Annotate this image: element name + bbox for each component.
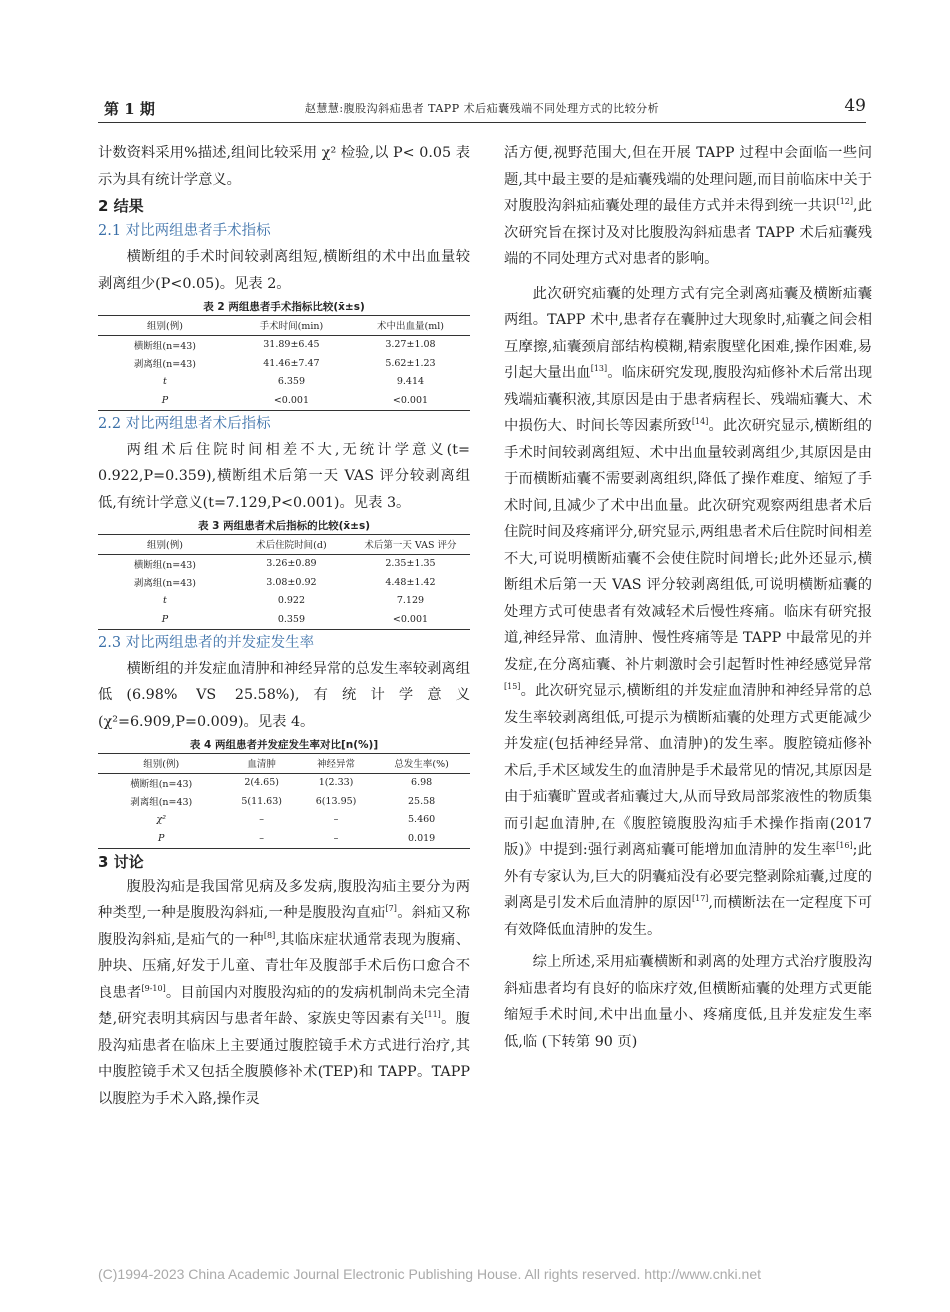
text-run: 。此次研究显示,横断组的并发症血清肿和神经异常的总发生率较剥离组低,可提示为横断疝囊的处理方式更能减少并发症(包括神经异常、血清肿)的发生率。腹腔镜疝修补术后,手术区域发生的血清肿是手术最常见的情况,其原因是由于疝囊旷置或者疝囊过大,从而导致局部浆液性的物质集而引起血清肿,在《腹腔镜腹股沟疝手术操作指南(2017 版)》中提到:强行剥离疝囊可能增加血清肿的发生率 (504, 683, 872, 858)
table-cell: t (163, 376, 167, 388)
table-4 (98, 753, 470, 849)
table-3-caption: 表 3 两组患者术后指标的比较(x̄±s) (197, 520, 371, 532)
discussion-paragraph-1 (98, 874, 470, 1113)
table-cell: – (259, 814, 265, 826)
table-row (98, 373, 470, 392)
table-header-cell: 组别(例) (98, 754, 224, 774)
citation-ref: [11] (424, 1010, 441, 1020)
text-run: 。临床研究发现,腹股沟疝修补术后常出现残端疝囊积液,其原因是由于患者病程长、残端疝囊大、术中损伤大、时间长等因素所致 (504, 365, 872, 434)
table-row (98, 354, 470, 373)
citation-ref: [9-10] (141, 983, 166, 993)
table-2 (98, 315, 470, 411)
table-header-cell: 术中出血量(ml) (351, 316, 470, 336)
issue-label: 第 1 期 (104, 100, 155, 118)
citation-ref: [14] (691, 417, 709, 427)
table-cell: 25.58 (408, 795, 436, 807)
table-header-cell: 组别(例) (98, 316, 232, 336)
table-cell: 41.46±7.47 (263, 357, 320, 369)
table-cell: 7.129 (396, 595, 425, 607)
right-column (504, 140, 872, 1055)
citation-ref: [7] (385, 904, 397, 914)
discussion-heading: 3 讨论 (98, 852, 144, 871)
table-cell: 0.922 (277, 595, 306, 607)
methods-text: 计数资料采用%描述,组间比较采用 χ² 检验,以 P< 0.05 表示为具有统计学意义。 (98, 145, 470, 188)
text-run: ;此外有专家认为,巨大的阴囊疝没有必要完整剥除疝囊,过度的剥离是引发术后血清肿的原因 (504, 842, 872, 911)
copyright-footer: (C)1994-2023 China Academic Journal Electronic Publishing House. All rights reserved. http://www.cnki.net (98, 1266, 761, 1282)
table-row (98, 792, 470, 811)
text-run: ,而横断法在一定程度下可有效降低血清肿的发生。 (504, 895, 873, 938)
table-header-cell: 手术时间(min) (232, 316, 351, 336)
section-2-1-text: 横断组的手术时间较剥离组短,横断组的术中出血量较剥离组少(P<0.05)。见表 2。 (98, 249, 470, 292)
table-row (98, 610, 470, 629)
table-cell: 2(4.65) (244, 777, 279, 789)
text-run: 活方便,视野范围大,但在开展 TAPP 过程中会面临一些问题,其中最主要的是疝囊残端的处理问题,而目前临床中关于对腹股沟斜疝疝囊处理的最佳方式并未得到统一共识 (504, 145, 872, 214)
table-cell: P (98, 391, 232, 410)
table-cell: 6.98 (411, 777, 433, 789)
section-2-3-text: 横断组的并发症血清肿和神经异常的总发生率较剥离组低(6.98% VS 25.58%),有统计学意义(χ²=6.909,P=0.009)。见表 4。 (98, 660, 470, 730)
results-heading: 2 结果 (98, 197, 144, 215)
table-2-caption: 表 2 两组患者手术指标比较(x̄±s) (203, 301, 365, 313)
table-row (98, 573, 470, 592)
conclusion-paragraph: 综上所述,采用疝囊横断和剥离的处理方式治疗腹股沟斜疝患者均有良好的临床疗效,但横断疝囊的处理方式更能缩短手术时间,术中出血量小、疼痛度低,且并发症发生率低,临 (下转第 90 页) (504, 954, 872, 1050)
citation-ref: [8] (263, 930, 276, 940)
table-row (98, 829, 470, 848)
table-cell: – (333, 814, 339, 826)
table-cell: 横断组(n=43) (133, 559, 196, 571)
table-4-caption: 表 4 两组患者并发症发生率对比[n(%)] (189, 739, 379, 751)
table-row (98, 554, 470, 573)
table-row (98, 773, 470, 792)
table-cell: 5.460 (408, 814, 436, 826)
running-header (98, 96, 866, 123)
page-number: 49 (844, 96, 866, 116)
citation-ref: [17] (691, 894, 709, 904)
table-cell: 9.414 (396, 376, 425, 388)
citation-ref: [16] (836, 841, 853, 851)
section-2-3-heading: 2.3 对比两组患者的并发症发生率 (98, 634, 315, 651)
table-cell: 3.26±0.89 (266, 558, 317, 570)
table-header-cell: 总发生率(%) (373, 754, 470, 774)
table-cell: – (299, 829, 373, 848)
table-header-cell: 神经异常 (299, 754, 373, 774)
table-cell: <0.001 (232, 391, 351, 410)
citation-ref: [13] (590, 364, 608, 374)
table-cell: – (224, 829, 298, 848)
section-2-2-heading: 2.2 对比两组患者术后指标 (98, 415, 271, 432)
table-cell: 4.48±1.42 (385, 576, 436, 588)
text-run: 此次研究疝囊的处理方式有完全剥离疝囊及横断疝囊两组。TAPP 术中,患者存在囊肿过大现象时,疝囊之间会相互摩擦,疝囊颈肩部结构模糊,精索腹壁化困难,操作困难,易引起大量出血 (504, 285, 872, 381)
table-cell: χ² (156, 814, 167, 826)
citation-ref: [15] (504, 682, 521, 692)
table-cell: <0.001 (351, 391, 470, 410)
citation-ref: [12] (836, 197, 853, 207)
table-row (98, 335, 470, 354)
table-header-cell: 术后第一天 VAS 评分 (351, 535, 470, 555)
text-run: 。目前国内对腹股沟疝的的发病机制尚未完全清楚,研究表明其病因与患者年龄、家族史等因素有关 (98, 984, 471, 1027)
text-run: 。此次研究显示,横断组的手术时间较剥离组短、术中出血量较剥离组少,其原因是由于而横断疝囊不需要剥离组织,降低了操作难度、缩短了手术时间,且减少了术中出血量。此次研究观察两组患者术后住院时间及疼痛评分,研究显示,两组患者术后住院时间相差不大,可说明横断疝囊不会使住院时间增长;此外还显示,横断组术后第一天 VAS 评分较剥离组低,可说明横断疝囊的处理方式可使患者有效减轻术后慢性疼痛。临床有研究报道,神经异常、血清肿、慢性疼痛等是 TAPP 中最常见的并发症,在分离疝囊、补片刺激时会引起暂时性神经感觉异常 (504, 418, 872, 673)
text-run: 腹股沟疝是我国常见病及多发病,腹股沟疝主要分为两种类型,一种是腹股沟斜疝,一种是腹股沟直疝 (98, 878, 470, 921)
table-cell: 剥离组(n=43) (133, 359, 196, 371)
table-cell: 5.62±1.23 (385, 357, 436, 369)
table-cell: t (163, 595, 167, 607)
table-cell: 剥离组(n=43) (133, 578, 196, 590)
left-column (98, 140, 470, 1112)
table-cell: 3.08±0.92 (266, 576, 317, 588)
table-cell: P (98, 610, 232, 629)
table-cell: 3.27±1.08 (385, 339, 436, 351)
section-2-2-text: 两组术后住院时间相差不大,无统计学意义(t= 0.922,P=0.359),横断组术后第一天 VAS 评分较剥离组低,有统计学意义(t=7.129,P<0.001)。见表 3。 (98, 441, 470, 511)
text-run: ,此次研究旨在探讨及对比腹股沟斜疝患者 TAPP 术后疝囊残端的不同处理方式对患者的影响。 (504, 198, 873, 267)
table-cell: 剥离组(n=43) (130, 797, 193, 809)
section-2-1-heading: 2.1 对比两组患者手术指标 (98, 223, 271, 239)
table-cell: <0.001 (351, 610, 470, 629)
table-row (98, 391, 470, 410)
table-cell: 0.019 (373, 829, 470, 848)
table-cell: P (98, 829, 224, 848)
text-run: 。腹股沟疝患者在临床上主要通过腹腔镜手术方式进行治疗,其中腹腔镜手术又包括全腹膜修补术(TEP)和 TAPP。TAPP 以腹腔为手术入路,操作灵 (98, 1011, 471, 1107)
table-header-cell: 血清肿 (224, 754, 298, 774)
table-cell: 6.359 (277, 376, 306, 388)
table-header-cell: 组别(例) (98, 535, 232, 555)
text-run: ,其临床症状通常表现为腹痛、肿块、压痛,好发于儿童、青壮年及腹部手术后伤口愈合不良患者 (98, 931, 470, 1001)
table-cell: 0.359 (232, 610, 351, 629)
running-title: 赵慧慧:腹股沟斜疝患者 TAPP 术后疝囊残端不同处理方式的比较分析 (304, 102, 660, 115)
table-cell: 2.35±1.35 (385, 558, 436, 570)
table-row (98, 811, 470, 830)
table-cell: 6(13.95) (315, 795, 357, 807)
table-row (98, 592, 470, 611)
table-cell: 横断组(n=43) (133, 340, 196, 352)
discussion-paragraph-2 (504, 281, 872, 944)
discussion-continued (504, 140, 872, 273)
table-cell: 1(2.33) (318, 777, 354, 789)
table-3 (98, 534, 470, 630)
table-header-cell: 术后住院时间(d) (232, 535, 351, 555)
table-cell: 5(11.63) (241, 795, 282, 807)
text-run: 。斜疝又称腹股沟斜疝,是疝气的一种 (98, 905, 470, 948)
table-cell: 31.89±6.45 (263, 339, 320, 351)
table-cell: 横断组(n=43) (130, 778, 193, 790)
